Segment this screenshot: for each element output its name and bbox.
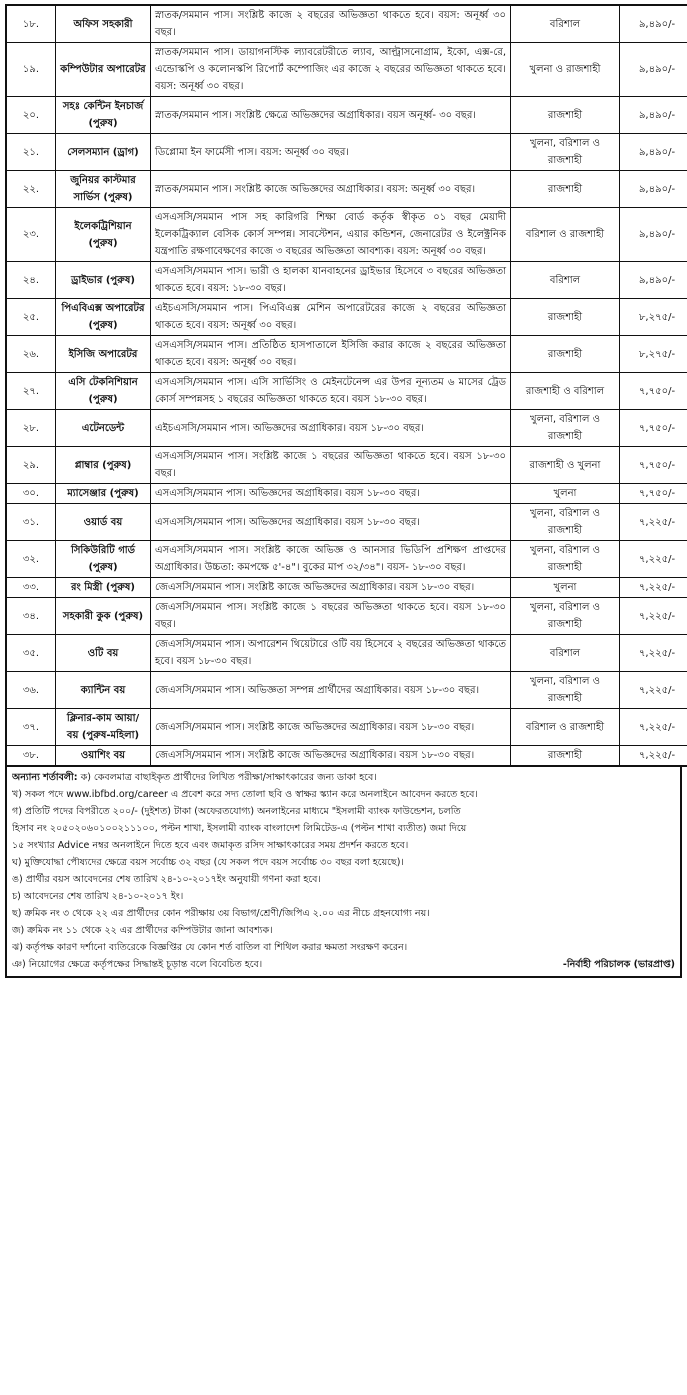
salary: ৭,২২৫/- xyxy=(620,709,687,746)
serial-number: ৩২. xyxy=(6,541,56,578)
post-name: পিএবিএক্স অপারেটর (পুরুষ) xyxy=(56,299,151,336)
serial-number: ৩৭. xyxy=(6,709,56,746)
serial-number: ৩৪. xyxy=(6,598,56,635)
requirements: এসএসসি/সমমান পাস। সংশ্লিষ্ট কাজে অভিজ্ঞ ও আনসার ভিডিপি প্রশিক্ষণ প্রাপ্তদের অগ্রাধিকার। উচ্চতা: কমপক্ষে ৫'-৪"। বুকের মাপ ৩২/৩৪"। বয়স- ১৮-৩০ বছর। xyxy=(151,541,511,578)
post-name: অফিস সহকারী xyxy=(56,5,151,43)
requirements: এসএসসি/সমমান পাস। প্রতিষ্ঠিত হাসপাতালে ইসিজি করার কাজে ২ বছরের অভিজ্ঞতা থাকতে হবে। বয়স: অনূর্ধ্ব ৩০ বছর। xyxy=(151,336,511,373)
salary: ৭,৭৫০/- xyxy=(620,447,687,484)
job-location: রাজশাহী xyxy=(511,97,620,134)
job-location: খুলনা, বরিশাল ও রাজশাহী xyxy=(511,504,620,541)
salary: ৭,২২৫/- xyxy=(620,598,687,635)
serial-number: ২২. xyxy=(6,171,56,208)
table-row xyxy=(6,410,687,447)
post-name: ওটি বয় xyxy=(56,635,151,672)
condition-line: ঝ) কর্তৃপক্ষ কারণ দর্শানো ব্যতিরেকে বিজ্ঞপ্তির যে কোন শর্ত বাতিল বা শিথিল করার ক্ষমতা সংরক্ষণ করেন। xyxy=(12,942,408,953)
salary: ৭,২২৫/- xyxy=(620,541,687,578)
job-location: রাজশাহী xyxy=(511,171,620,208)
post-name: সহঃ কেন্টিন ইনচার্জ (পুরুষ) xyxy=(56,97,151,134)
post-name: সিকিউরিটি গার্ড (পুরুষ) xyxy=(56,541,151,578)
salary: ৯,৪৯০/- xyxy=(620,171,687,208)
table-row xyxy=(6,541,687,578)
table-row xyxy=(6,373,687,410)
table-row xyxy=(6,43,687,97)
salary: ৯,৪৯০/- xyxy=(620,97,687,134)
post-name: এসি টেকনিশিয়ান (পুরুষ) xyxy=(56,373,151,410)
table-row xyxy=(6,447,687,484)
serial-number: ২৮. xyxy=(6,410,56,447)
requirements: এসএসসি/সমমান পাস। অভিজ্ঞদের অগ্রাধিকার। বয়স ১৮-৩০ বছর। xyxy=(151,484,511,504)
serial-number: ৩৩. xyxy=(6,578,56,598)
job-location: রাজশাহী xyxy=(511,746,620,767)
salary: ৮,২৭৫/- xyxy=(620,299,687,336)
requirements: এইচএসসি/সমমান পাস। অভিজ্ঞদের অগ্রাধিকার। বয়স ১৮-৩০ বছর। xyxy=(151,410,511,447)
requirements: স্নাতক/সমমান পাস। সংশ্লিষ্ট কাজে ২ বছরের অভিজ্ঞতা থাকতে হবে। বয়স: অনূর্ধ্ব ৩০ বছর। xyxy=(151,5,511,43)
table-row xyxy=(6,484,687,504)
requirements: জেএসসি/সমমান পাস। সংশ্লিষ্ট কাজে ১ বছরের অভিজ্ঞতা থাকতে হবে। বয়স ১৮-৩০ বছর। xyxy=(151,598,511,635)
requirements: এইচএসসি/সমমান পাস। পিএবিএক্স মেশিন অপারেটরের কাজে ২ বছরের অভিজ্ঞতা থাকতে হবে। বয়স: অনূর্ধ্ব ৩০ বছর। xyxy=(151,299,511,336)
post-name: সেলসম্যান (ড্রাগ) xyxy=(56,134,151,171)
serial-number: ৩৮. xyxy=(6,746,56,767)
condition-line xyxy=(12,956,675,973)
table-row xyxy=(6,208,687,262)
job-location: খুলনা, বরিশাল ও রাজশাহী xyxy=(511,134,620,171)
serial-number: ২৭. xyxy=(6,373,56,410)
serial-number: ৩১. xyxy=(6,504,56,541)
serial-number: ২৫. xyxy=(6,299,56,336)
job-location: খুলনা ও রাজশাহী xyxy=(511,43,620,97)
condition-line: গ) প্রতিটি পদের বিপরীতে ২০০/- (দুইশত) টাকা (অফেরতযোগ্য) অনলাইনের মাধ্যমে "ইসলামী ব্যাংক ফাউন্ডেশন, চলতি xyxy=(12,806,461,817)
post-name: প্লাম্বার (পুরুষ) xyxy=(56,447,151,484)
requirements: এসএসসি/সমমান পাস। ভারী ও হালকা যানবাহনের ড্রাইভার হিসেবে ৩ বছরের অভিজ্ঞতা থাকতে হবে। বয়স: ১৮-৩০ বছর। xyxy=(151,262,511,299)
job-location: খুলনা, বরিশাল ও রাজশাহী xyxy=(511,672,620,709)
job-location: খুলনা, বরিশাল ও রাজশাহী xyxy=(511,410,620,447)
salary: ৭,২২৫/- xyxy=(620,746,687,767)
post-name: এটেনডেন্ট xyxy=(56,410,151,447)
salary: ৭,২২৫/- xyxy=(620,504,687,541)
requirements: স্নাতক/সমমান পাস। ডায়াগনস্টিক ল্যাবরেটরীতে ল্যাব, আল্ট্রাসনোগ্রাম, ইকো, এক্স-রে, এন্ডোস্কপি ও কলোনস্কপি রিপোর্ট কম্পোজিং এর কাজে ২ বছরের অভিজ্ঞতা থাকতে হবে। বয়স: অনূর্ধ্ব ৩০ বছর। xyxy=(151,43,511,97)
table-row xyxy=(6,672,687,709)
table-row xyxy=(6,134,687,171)
salary: ৭,৭৫০/- xyxy=(620,373,687,410)
requirements: জেএসসি/সমমান পাস। সংশ্লিষ্ট কাজে অভিজ্ঞদের অগ্রাধিকার। বয়স ১৮-৩০ বছর। xyxy=(151,578,511,598)
serial-number: ২৯. xyxy=(6,447,56,484)
table-row xyxy=(6,299,687,336)
salary: ৮,২৭৫/- xyxy=(620,336,687,373)
requirements: স্নাতক/সমমান পাস। সংশ্লিষ্ট ক্ষেত্রে অভিজ্ঞদের অগ্রাধিকার। বয়স অনূর্ধ্ব- ৩০ বছর। xyxy=(151,97,511,134)
post-name: ক্লিনার-কাম আয়া/ বয় (পুরুষ-মহিলা) xyxy=(56,709,151,746)
post-name: কম্পিউটার অপারেটর xyxy=(56,43,151,97)
serial-number: ২৬. xyxy=(6,336,56,373)
job-location: রাজশাহী xyxy=(511,336,620,373)
post-name: ইসিজি অপারেটর xyxy=(56,336,151,373)
condition-line: খ) সকল পদে www.ibfbd.org/career এ প্রবেশ করে সদ্য তোলা ছবি ও স্বাক্ষর স্ক্যান করে অনলাইনে আবেদন করতে হবে। xyxy=(12,789,478,800)
requirements: এসএসসি/সমমান পাস। এসি সার্ভিসিং ও মেইনটেনেন্স এর উপর নূন্যতম ৬ মাসের ট্রেড কোর্স সম্পন্নসহ ১ বছরের অভিজ্ঞতা থাকতে হবে। বয়স ১৮-৩০ বছর। xyxy=(151,373,511,410)
condition-text: ঞ) নিয়োগের ক্ষেত্রে কর্তৃপক্ষের সিদ্ধান্তই চূড়ান্ত বলে বিবেচিত হবে। xyxy=(12,959,263,970)
requirements: এসএসসি/সমমান পাস। সংশ্লিষ্ট কাজে ১ বছরের অভিজ্ঞতা থাকতে হবে। বয়স ১৮-৩০ বছর। xyxy=(151,447,511,484)
job-location: বরিশাল xyxy=(511,262,620,299)
post-name: রং মিস্ত্রী (পুরুষ) xyxy=(56,578,151,598)
job-location: খুলনা, বরিশাল ও রাজশাহী xyxy=(511,541,620,578)
serial-number: ৩৬. xyxy=(6,672,56,709)
job-location: খুলনা, বরিশাল ও রাজশাহী xyxy=(511,598,620,635)
salary: ৯,৪৯০/- xyxy=(620,262,687,299)
table-row xyxy=(6,97,687,134)
serial-number: ১৯. xyxy=(6,43,56,97)
condition-line xyxy=(12,769,675,786)
table-row xyxy=(6,5,687,43)
table-row xyxy=(6,504,687,541)
conditions-heading: অন্যান্য শর্তাবলী: xyxy=(12,772,78,783)
salary: ৯,৪৯০/- xyxy=(620,5,687,43)
table-row xyxy=(6,262,687,299)
table-row xyxy=(6,635,687,672)
salary: ৯,৪৯০/- xyxy=(620,208,687,262)
requirements: জেএসসি/সমমান পাস। সংশ্লিষ্ট কাজে অভিজ্ঞদের অগ্রাধিকার। বয়স ১৮-৩০ বছর। xyxy=(151,746,511,767)
serial-number: ২৪. xyxy=(6,262,56,299)
table-row xyxy=(6,336,687,373)
condition-line: জ) ক্রমিক নং ১১ থেকে ২২ এর প্রার্থীদের কম্পিউটার জানা আবশ্যক। xyxy=(12,925,273,936)
serial-number: ১৮. xyxy=(6,5,56,43)
job-location: বরিশাল xyxy=(511,5,620,43)
salary: ৯,৪৯০/- xyxy=(620,134,687,171)
table-row xyxy=(6,171,687,208)
salary: ৭,২২৫/- xyxy=(620,635,687,672)
post-name: ম্যাসেঞ্জার (পুরুষ) xyxy=(56,484,151,504)
job-posts-table xyxy=(5,4,687,767)
job-location: রাজশাহী ও খুলনা xyxy=(511,447,620,484)
condition-line: চ) আবেদনের শেষ তারিখ ২৪-১০-২০১৭ ইং। xyxy=(12,891,184,902)
signature: -নির্বাহী পরিচালক (ভারপ্রাপ্ত) xyxy=(562,959,675,970)
requirements: জেএসসি/সমমান পাস। সংশ্লিষ্ট কাজে অভিজ্ঞদের অগ্রাধিকার। বয়স ১৮-৩০ বছর। xyxy=(151,709,511,746)
job-location: রাজশাহী xyxy=(511,299,620,336)
serial-number: ৩০. xyxy=(6,484,56,504)
requirements: এসএসসি/সমমান পাস। অভিজ্ঞদের অগ্রাধিকার। বয়স ১৮-৩০ বছর। xyxy=(151,504,511,541)
post-name: সহকারী কুক (পুরুষ) xyxy=(56,598,151,635)
table-row xyxy=(6,598,687,635)
condition-line: হিসাব নং ২০৫০২০৬০১০০২১১১০০, পল্টন শাখা, ইসলামী ব্যাংক বাংলাদেশ লিমিটেড-এ (পল্টন শাখা ব্যতীত) জমা দিয়ে xyxy=(12,823,467,834)
other-conditions xyxy=(5,767,682,978)
salary: ৯,৪৯০/- xyxy=(620,43,687,97)
job-location: খুলনা xyxy=(511,484,620,504)
job-location: খুলনা xyxy=(511,578,620,598)
condition-line: ঘ) মুক্তিযোদ্ধা পৌষ্যদের ক্ষেত্রে বয়স সর্বোচ্চ ৩২ বছর (যে সকল পদে বয়স সর্বোচ্চ ৩০ বছর বলা হয়েছে)। xyxy=(12,857,404,868)
salary: ৭,৭৫০/- xyxy=(620,410,687,447)
condition-line: ছ) ক্রমিক নং ৩ থেকে ২২ এর প্রার্থীদের কোন পরীক্ষায় ৩য় বিভাগ/শ্রেণী/জিপিএ ২.০০ এর নীচে গ্রহনযোগ্য নয়। xyxy=(12,908,430,919)
condition-line: ১৫ সংখ্যার Advice নম্বর অনলাইনে দিতে হবে এবং জমাকৃত রসিদ সাক্ষাৎকারের সময় প্রদর্শন করতে হবে। xyxy=(12,840,409,851)
requirements: জেএসসি/সমমান পাস। অপারেশন থিয়েটারে ওটি বয় হিসেবে ২ বছরের অভিজ্ঞতা থাকতে হবে। বয়স ১৮-৩০ বছর। xyxy=(151,635,511,672)
condition-text: ক) কেবলমাত্র বাছাইকৃত প্রার্থীদের লিখিত পরীক্ষা/সাক্ষাৎকারের জন্য ডাকা হবে। xyxy=(80,772,377,783)
job-location: বরিশাল ও রাজশাহী xyxy=(511,709,620,746)
salary: ৭,২২৫/- xyxy=(620,672,687,709)
post-name: ড্রাইভার (পুরুষ) xyxy=(56,262,151,299)
post-name: ক্যান্টিন বয় xyxy=(56,672,151,709)
job-location: বরিশাল ও রাজশাহী xyxy=(511,208,620,262)
table-row xyxy=(6,709,687,746)
serial-number: ২০. xyxy=(6,97,56,134)
requirements: জেএসসি/সমমান পাস। অভিজ্ঞতা সম্পন্ন প্রার্থীদের অগ্রাধিকার। বয়স ১৮-৩০ বছর। xyxy=(151,672,511,709)
job-location: রাজশাহী ও বরিশাল xyxy=(511,373,620,410)
serial-number: ২৩. xyxy=(6,208,56,262)
salary: ৭,২২৫/- xyxy=(620,578,687,598)
serial-number: ২১. xyxy=(6,134,56,171)
condition-line: ঙ) প্রার্থীর বয়স আবেদনের শেষ তারিখ ২৪-১০-২০১৭ইং অনুযায়ী গণনা করা হবে। xyxy=(12,874,321,885)
post-name: ওয়াশিং বয় xyxy=(56,746,151,767)
table-row xyxy=(6,578,687,598)
post-name: ইলেকট্রিশিয়ান (পুরুষ) xyxy=(56,208,151,262)
post-name: জুনিয়র কাস্টমার সার্ভিস (পুরুষ) xyxy=(56,171,151,208)
requirements: এসএসসি/সমমান পাস সহ কারিগরি শিক্ষা বোর্ড কর্তৃক স্বীকৃত ০১ বছর মেয়াদী ইলেকট্রিক্যাল বেসিক কোর্স সম্পন্ন। সাবস্টেশন, এয়ার কন্ডিশন, জেনারেটর ও ইলেক্ট্রনিক যন্ত্রপাতি রক্ষণাবেক্ষণের কাজে ৩ বছরের অভিজ্ঞতা আবশ্যক। বয়স: অনূর্ধ্ব ৩০ বছর। xyxy=(151,208,511,262)
requirements: ডিপ্লোমা ইন ফার্মেসী পাস। বয়স: অনূর্ধ্ব ৩০ বছর। xyxy=(151,134,511,171)
job-location: বরিশাল xyxy=(511,635,620,672)
post-name: ওয়ার্ড বয় xyxy=(56,504,151,541)
job-posts-body xyxy=(6,5,687,766)
serial-number: ৩৫. xyxy=(6,635,56,672)
table-row xyxy=(6,746,687,767)
salary: ৭,৭৫০/- xyxy=(620,484,687,504)
requirements: স্নাতক/সমমান পাস। সংশ্লিষ্ট কাজে অভিজ্ঞদের অগ্রাধিকার। বয়স: অনূর্ধ্ব ৩০ বছর। xyxy=(151,171,511,208)
